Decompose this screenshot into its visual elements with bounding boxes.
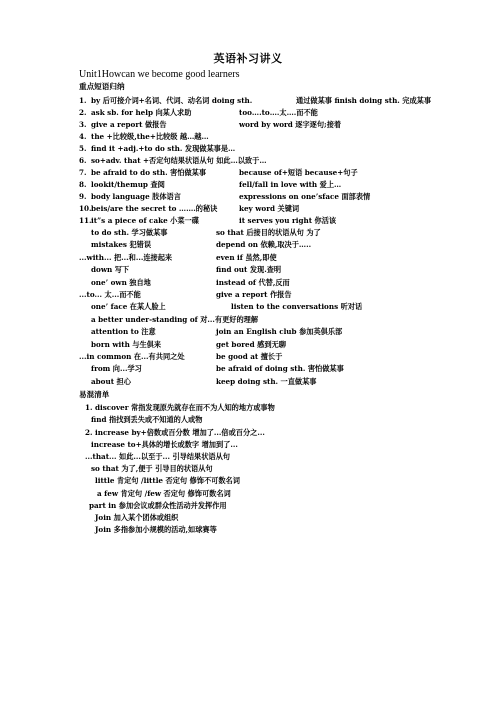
numbered-item-number: 10. xyxy=(79,204,92,213)
phrase-pair-left: attention to 注意 xyxy=(91,327,156,337)
phrase-pair-right: join an English club 参加英俱乐部 xyxy=(216,327,343,337)
numbered-item-phrase-2: too….to….太….而不能 xyxy=(239,108,318,117)
numbered-item-phrase: find it +adj.+to do sth. 发现做某事是… xyxy=(91,144,236,153)
numbered-item-phrase: be afraid to do sth. 害怕做某事 xyxy=(91,168,207,177)
numbered-item-number: 6. xyxy=(79,156,87,165)
confusing-item: a few 肯定句 /few 否定句 修饰可数名词 xyxy=(97,488,231,498)
phrase-pair-right: listen to the conversations 听对话 xyxy=(231,302,363,312)
numbered-item-phrase: the +比较级,the+比较级 越…越… xyxy=(91,132,209,141)
phrase-pair-right: find out 发现.查明 xyxy=(216,265,282,275)
phrase-pair-right: so that 后接目的状语从句 为了 xyxy=(216,228,321,237)
phrase-pair-right: depend on 依赖,取决于….. xyxy=(216,240,312,250)
confusing-item: find 指找到丢失或不知道的人或物 xyxy=(91,415,203,425)
section-heading-confusing: 易混清单 xyxy=(79,390,110,400)
confusing-item: 1. discover 常指发现原先就存在而不为人知的地方或事物 xyxy=(85,403,275,413)
confusing-item: so that 为了,便于 引导目的状语从句 xyxy=(91,464,213,474)
phrase-pair-left: one’ own 独自地 xyxy=(91,277,151,287)
confusing-item: Join 多指参加小规模的活动,如球赛等 xyxy=(95,525,217,535)
numbered-item-phrase-2: because of+短语 because+句子 xyxy=(239,168,358,177)
confusing-item: part in 参加会议或群众性活动并发挥作用 xyxy=(89,500,227,510)
confusing-item: little 肯定句 /little 否定句 修饰不可数名词 xyxy=(95,476,240,486)
numbered-item-number: 3. xyxy=(79,120,87,129)
numbered-item-phrase-2: it serves you right 你活该 xyxy=(239,216,337,225)
numbered-item-number: 4. xyxy=(79,132,87,141)
phrase-pair-right: be afraid of doing sth. 害怕做某事 xyxy=(216,364,344,374)
numbered-item-phrase-2: fell/fall in love with 爱上… xyxy=(239,180,342,189)
phrase-pair-right: be good at 擅长于 xyxy=(216,352,283,361)
numbered-item-number: 11. xyxy=(79,216,92,225)
numbered-item-phrase-2: word by word 逐字逐句;接着 xyxy=(239,120,342,129)
numbered-item-phrase: give a report 做报告 xyxy=(91,120,167,129)
page-title: 英语补习讲义 xyxy=(213,52,283,65)
numbered-item-number: 7. xyxy=(79,168,87,177)
phrase-pair-right: get bored 感到无聊 xyxy=(216,339,286,349)
phrase-pair-left: mistakes 犯错误 xyxy=(91,240,152,250)
confusing-item: 2. increase by+倍数或百分数 增加了...倍或百分之... xyxy=(85,427,265,437)
phrase-pair-left: ...in common 在...有共同之处 xyxy=(79,352,185,361)
phrase-pair-left: from 向...学习 xyxy=(91,364,142,374)
confusing-item: ...that... 如此...以至于... 引导结果状语从句 xyxy=(85,452,230,461)
phrase-pair-left: to do sth. 学习做某事 xyxy=(91,228,168,237)
phrase-pair-left: a better under-standing of 对...有更好的理解 xyxy=(91,314,259,324)
numbered-item-number: 5. xyxy=(79,144,87,153)
unit-heading: Unit1Howcan we become good learners xyxy=(79,69,240,80)
numbered-item-phrase: beis/are the secret to …….的秘诀 xyxy=(91,204,218,213)
numbered-item-phrase-2: key word 关键词 xyxy=(239,204,300,213)
numbered-item-number: 2. xyxy=(79,108,87,117)
section-heading-phrases: 重点短语归纳 xyxy=(79,82,125,91)
phrase-pair-left: ...to... 太...而不能 xyxy=(79,290,141,299)
phrase-pair-left: one’ face 在某人脸上 xyxy=(91,302,166,312)
confusing-item: Join 加入某个团体或组织 xyxy=(95,513,179,522)
numbered-item-phrase: so+adv. that +否定句结果状语从句 如此…以致于… xyxy=(91,156,267,165)
numbered-item-phrase: it”s a piece of cake 小菜一碟 xyxy=(91,216,199,225)
numbered-item-phrase: ask sb. for help 向某人求助 xyxy=(91,108,192,117)
phrase-pair-right: keep doing sth. 一直做某事 xyxy=(216,376,317,386)
phrase-pair-right: instead of 代替,反而 xyxy=(216,277,290,287)
numbered-item-phrase-2: expressions on one’sface 面部表情 xyxy=(239,192,371,201)
numbered-item-number: 9. xyxy=(79,192,87,201)
phrase-pair-left: about 担心 xyxy=(91,376,131,386)
phrase-pair-left: down 写下 xyxy=(91,265,130,275)
phrase-pair-left: ...with... 把...和...连接起来 xyxy=(79,252,173,262)
numbered-item-number: 8. xyxy=(79,180,87,189)
numbered-item-phrase: body language 肢体语言 xyxy=(91,192,181,201)
numbered-item-number: 1. xyxy=(79,96,87,105)
numbered-item-phrase-2: 通过做某事 finish doing sth. 完成某事 xyxy=(296,96,432,105)
phrase-pair-right: give a report 作报告 xyxy=(216,290,292,299)
phrase-pair-right: even if 虽然,即使 xyxy=(216,252,277,262)
numbered-item-phrase: lookit/themup 查阅 xyxy=(91,180,165,189)
confusing-item: increase to+具体的增长或数字 增加到了... xyxy=(91,439,238,449)
phrase-pair-left: born with 与生俱来 xyxy=(91,339,162,349)
numbered-item-phrase: by 后可接介词+名词、代词、动名词 doing sth. xyxy=(91,96,253,105)
